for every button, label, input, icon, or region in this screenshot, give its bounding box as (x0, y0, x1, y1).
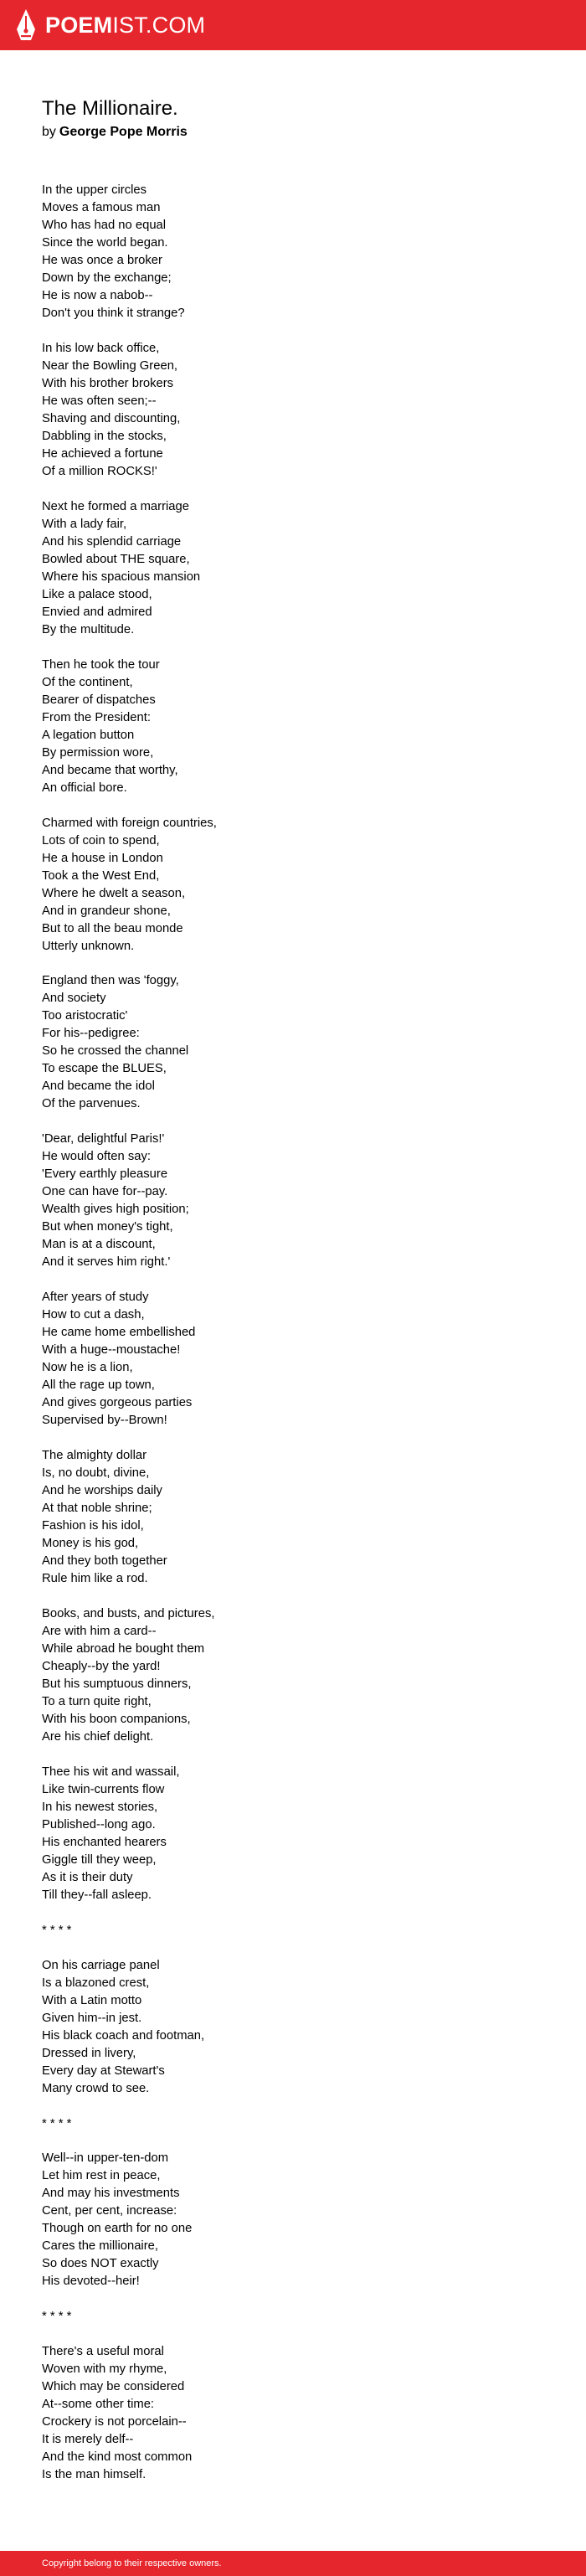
poem-stanza (42, 1957, 561, 2098)
poem-stanza (42, 2115, 561, 2133)
poem-line: But to all the beau monde (42, 921, 183, 935)
poem-line: By the multitude. (42, 622, 135, 636)
poem-line: 'Every earthly pleasure (42, 1167, 168, 1182)
poem-line: Of the continent, (42, 675, 133, 689)
poem-line: Down by the exchange; (42, 271, 172, 285)
poem-line: And became that worthy, (42, 763, 178, 777)
poem-line: How to cut a dash, (42, 1308, 145, 1322)
poem-line: Utterly unknown. (42, 939, 135, 953)
poem-line: Since the world began. (42, 236, 168, 250)
poem-line: 'Dear, delightful Paris!' (42, 1132, 165, 1146)
poem-line: And his splendid carriage (42, 534, 182, 549)
poem-line: His enchanted hearers (42, 1835, 167, 1849)
poem-line: Every day at Stewart's (42, 2063, 165, 2078)
site-footer (0, 2551, 586, 2576)
poem-line: Though on earth for no one (42, 2222, 193, 2236)
poem-line: At--some other time: (42, 2398, 155, 2412)
poem-line: Like a palace stood, (42, 587, 152, 601)
poem-line: Cares the millionaire, (42, 2239, 158, 2254)
byline-prefix: by (42, 125, 56, 139)
poem-line: Crockery is not porcelain-- (42, 2415, 187, 2429)
poem-line: From the President: (42, 710, 151, 724)
poem-line: And gives gorgeous parties (42, 1396, 193, 1410)
poem-line: Is the man himself. (42, 2468, 146, 2482)
poem-line: With a Latin motto (42, 1993, 142, 2007)
poem-line: Where his spacious mansion (42, 569, 201, 584)
poem-line: And society (42, 992, 106, 1006)
poem-line: With a huge--moustache! (42, 1343, 181, 1358)
poem-line: He came home embellished (42, 1326, 196, 1340)
pen-nib-icon (15, 8, 37, 42)
poem-line: He was once a broker (42, 254, 162, 267)
poem-line: Woven with my rhyme, (42, 2362, 167, 2377)
poem-stanza (42, 340, 561, 481)
poem-line: After years of study (42, 1291, 149, 1305)
poem-line: Charmed with foreign countries, (42, 816, 217, 830)
poem-stanza (42, 1447, 561, 1588)
poem-title: The Millionaire. (42, 97, 178, 120)
poem-line: A legation button (42, 728, 135, 742)
poem-line: His devoted--heir! (42, 2275, 140, 2289)
poem-line: Books, and busts, and pictures, (42, 1607, 215, 1621)
poem-line: And they both together (42, 1554, 167, 1569)
poem-line: Are his chief delight. (42, 1730, 154, 1744)
poem-line: He achieved a fortune (42, 446, 163, 461)
poem-line: Giggle till they weep, (42, 1852, 157, 1867)
poem-line: There's a useful moral (42, 2345, 164, 2359)
poem-line: In his low back office, (42, 341, 160, 355)
poem-line: Supervised by--Brown! (42, 1414, 167, 1428)
poem-line: Dabbling in the stocks, (42, 429, 167, 443)
poem-stanza (42, 657, 561, 797)
poem-line: To a turn quite right, (42, 1695, 152, 1709)
poem-line: And it serves him right.' (42, 1255, 171, 1270)
poem-line: And may his investments (42, 2187, 180, 2201)
brand-name (45, 8, 205, 42)
poem-stanza (42, 2150, 561, 2290)
author-link[interactable]: George Pope Morris (59, 125, 188, 139)
poem-line: And the kind most common (42, 2450, 193, 2465)
poem-line: Man is at a discount, (42, 1238, 156, 1252)
poem-line: * * * * (42, 2310, 72, 2324)
poem-line: Don't you think it strange? (42, 307, 185, 320)
poem-line: Bearer of dispatches (42, 693, 156, 707)
poem-line: Who has had no equal (42, 219, 167, 232)
poem-line: Is, no doubt, divine, (42, 1466, 150, 1481)
poem-stanza (42, 1131, 561, 1271)
poem-line: Well--in upper-ten-dom (42, 2151, 169, 2166)
poem-line: For his--pedigree: (42, 1027, 140, 1041)
poem-stanza (42, 498, 561, 639)
copyright-notice: Copyright belong to their respective owners. (42, 2558, 222, 2568)
poem-line: Lots of coin to spend, (42, 833, 160, 848)
poem-line: Moves a famous man (42, 201, 161, 214)
poem-line: Till they--fall asleep. (42, 1888, 152, 1902)
poem-line: He was often seen;-- (42, 394, 157, 408)
poem-line: Now he is a lion, (42, 1361, 133, 1375)
poem-line: Which may be considered (42, 2380, 185, 2394)
poem-line: Let him rest in peace, (42, 2169, 161, 2183)
poem-line: While abroad he bought them (42, 1642, 205, 1656)
byline (42, 124, 188, 141)
site-logo-link[interactable] (15, 8, 205, 42)
poem-line: He is now a nabob-- (42, 289, 153, 302)
poem-line: Of a million ROCKS!' (42, 464, 157, 478)
poem-line: His black coach and footman, (42, 2028, 205, 2043)
poem-line: Bowled about THE square, (42, 552, 190, 566)
poem-line: Are with him a card-- (42, 1625, 157, 1639)
poem-line: With his boon companions, (42, 1713, 191, 1727)
poem-stanza (42, 972, 561, 1113)
poem-line: In his newest stories, (42, 1800, 158, 1814)
poem-line: Like twin-currents flow (42, 1782, 165, 1796)
poem-stanza (42, 2343, 561, 2484)
poem-line: At that noble shrine; (42, 1502, 152, 1516)
poem-line: * * * * (42, 2116, 72, 2130)
poem-line: With a lady fair, (42, 517, 127, 531)
poem-line: * * * * (42, 1923, 72, 1937)
poem-line: Money is his god, (42, 1537, 139, 1551)
poem-line: As it is their duty (42, 1870, 133, 1884)
brand-name-bold: POEM (45, 13, 113, 38)
poem-line: Cent, per cent, increase: (42, 2204, 177, 2218)
poem-line: It is merely delf-- (42, 2433, 134, 2447)
poem-line: Published--long ago. (42, 1817, 156, 1832)
poem-line: Thee his wit and wassail, (42, 1765, 180, 1779)
poem-line: The almighty dollar (42, 1449, 147, 1463)
poem-line: Near the Bowling Green, (42, 358, 178, 373)
poem-line: England then was 'foggy, (42, 974, 179, 988)
poem-stanza (42, 1764, 561, 1904)
poem-line: Is a blazoned crest, (42, 1976, 150, 1990)
poem-line: And became the idol (42, 1079, 155, 1094)
poem-stanza (42, 1605, 561, 1746)
poem-body (42, 182, 561, 2501)
poem-line: Cheaply--by the yard! (42, 1660, 161, 1674)
poem-line: But when money's tight, (42, 1220, 173, 1234)
poem-line: Fashion is his idol, (42, 1519, 144, 1533)
poem-line: Given him--in jest. (42, 2011, 142, 2025)
poem-line: Next he formed a marriage (42, 499, 189, 513)
poem-line: An official bore. (42, 781, 127, 795)
poem-line: And in grandeur shone, (42, 904, 171, 918)
poem-line: Dressed in livery, (42, 2046, 136, 2060)
poem-stanza (42, 815, 561, 956)
poem-line: Wealth gives high position; (42, 1203, 189, 1217)
poem-line: Too aristocratic' (42, 1009, 128, 1023)
poem-line: Where he dwelt a season, (42, 886, 186, 900)
poem-line: Of the parvenues. (42, 1097, 141, 1111)
poem-line: Many crowd to see. (42, 2081, 150, 2095)
brand-name-light: IST.COM (112, 13, 206, 38)
poem-stanza (42, 1289, 561, 1430)
poem-line: And he worships daily (42, 1484, 162, 1498)
poem-line: Shaving and discounting, (42, 411, 181, 425)
poem-line: Then he took the tour (42, 657, 160, 672)
poem-line: With his brother brokers (42, 376, 174, 390)
poem-line: He would often say: (42, 1150, 151, 1164)
poem-line: All the rage up town, (42, 1378, 155, 1393)
poem-line: On his carriage panel (42, 1958, 160, 1972)
poem-stanza (42, 1922, 561, 1940)
poem-line: To escape the BLUES, (42, 1062, 167, 1076)
poem-line: He a house in London (42, 851, 163, 865)
poem-line: So he crossed the channel (42, 1044, 189, 1059)
poem-line: Rule him like a rod. (42, 1572, 148, 1586)
poem-line: Took a the West End, (42, 868, 160, 883)
poem-line: Envied and admired (42, 605, 152, 619)
poem-line: So does NOT exactly (42, 2257, 159, 2271)
poem-line: But his sumptuous dinners, (42, 1677, 192, 1692)
poem-line: In the upper circles (42, 183, 147, 197)
poem-stanza (42, 2308, 561, 2326)
poem-line: By permission wore, (42, 745, 154, 760)
site-header (0, 0, 586, 50)
poem-stanza (42, 182, 561, 322)
poem-line: One can have for--pay. (42, 1185, 168, 1199)
